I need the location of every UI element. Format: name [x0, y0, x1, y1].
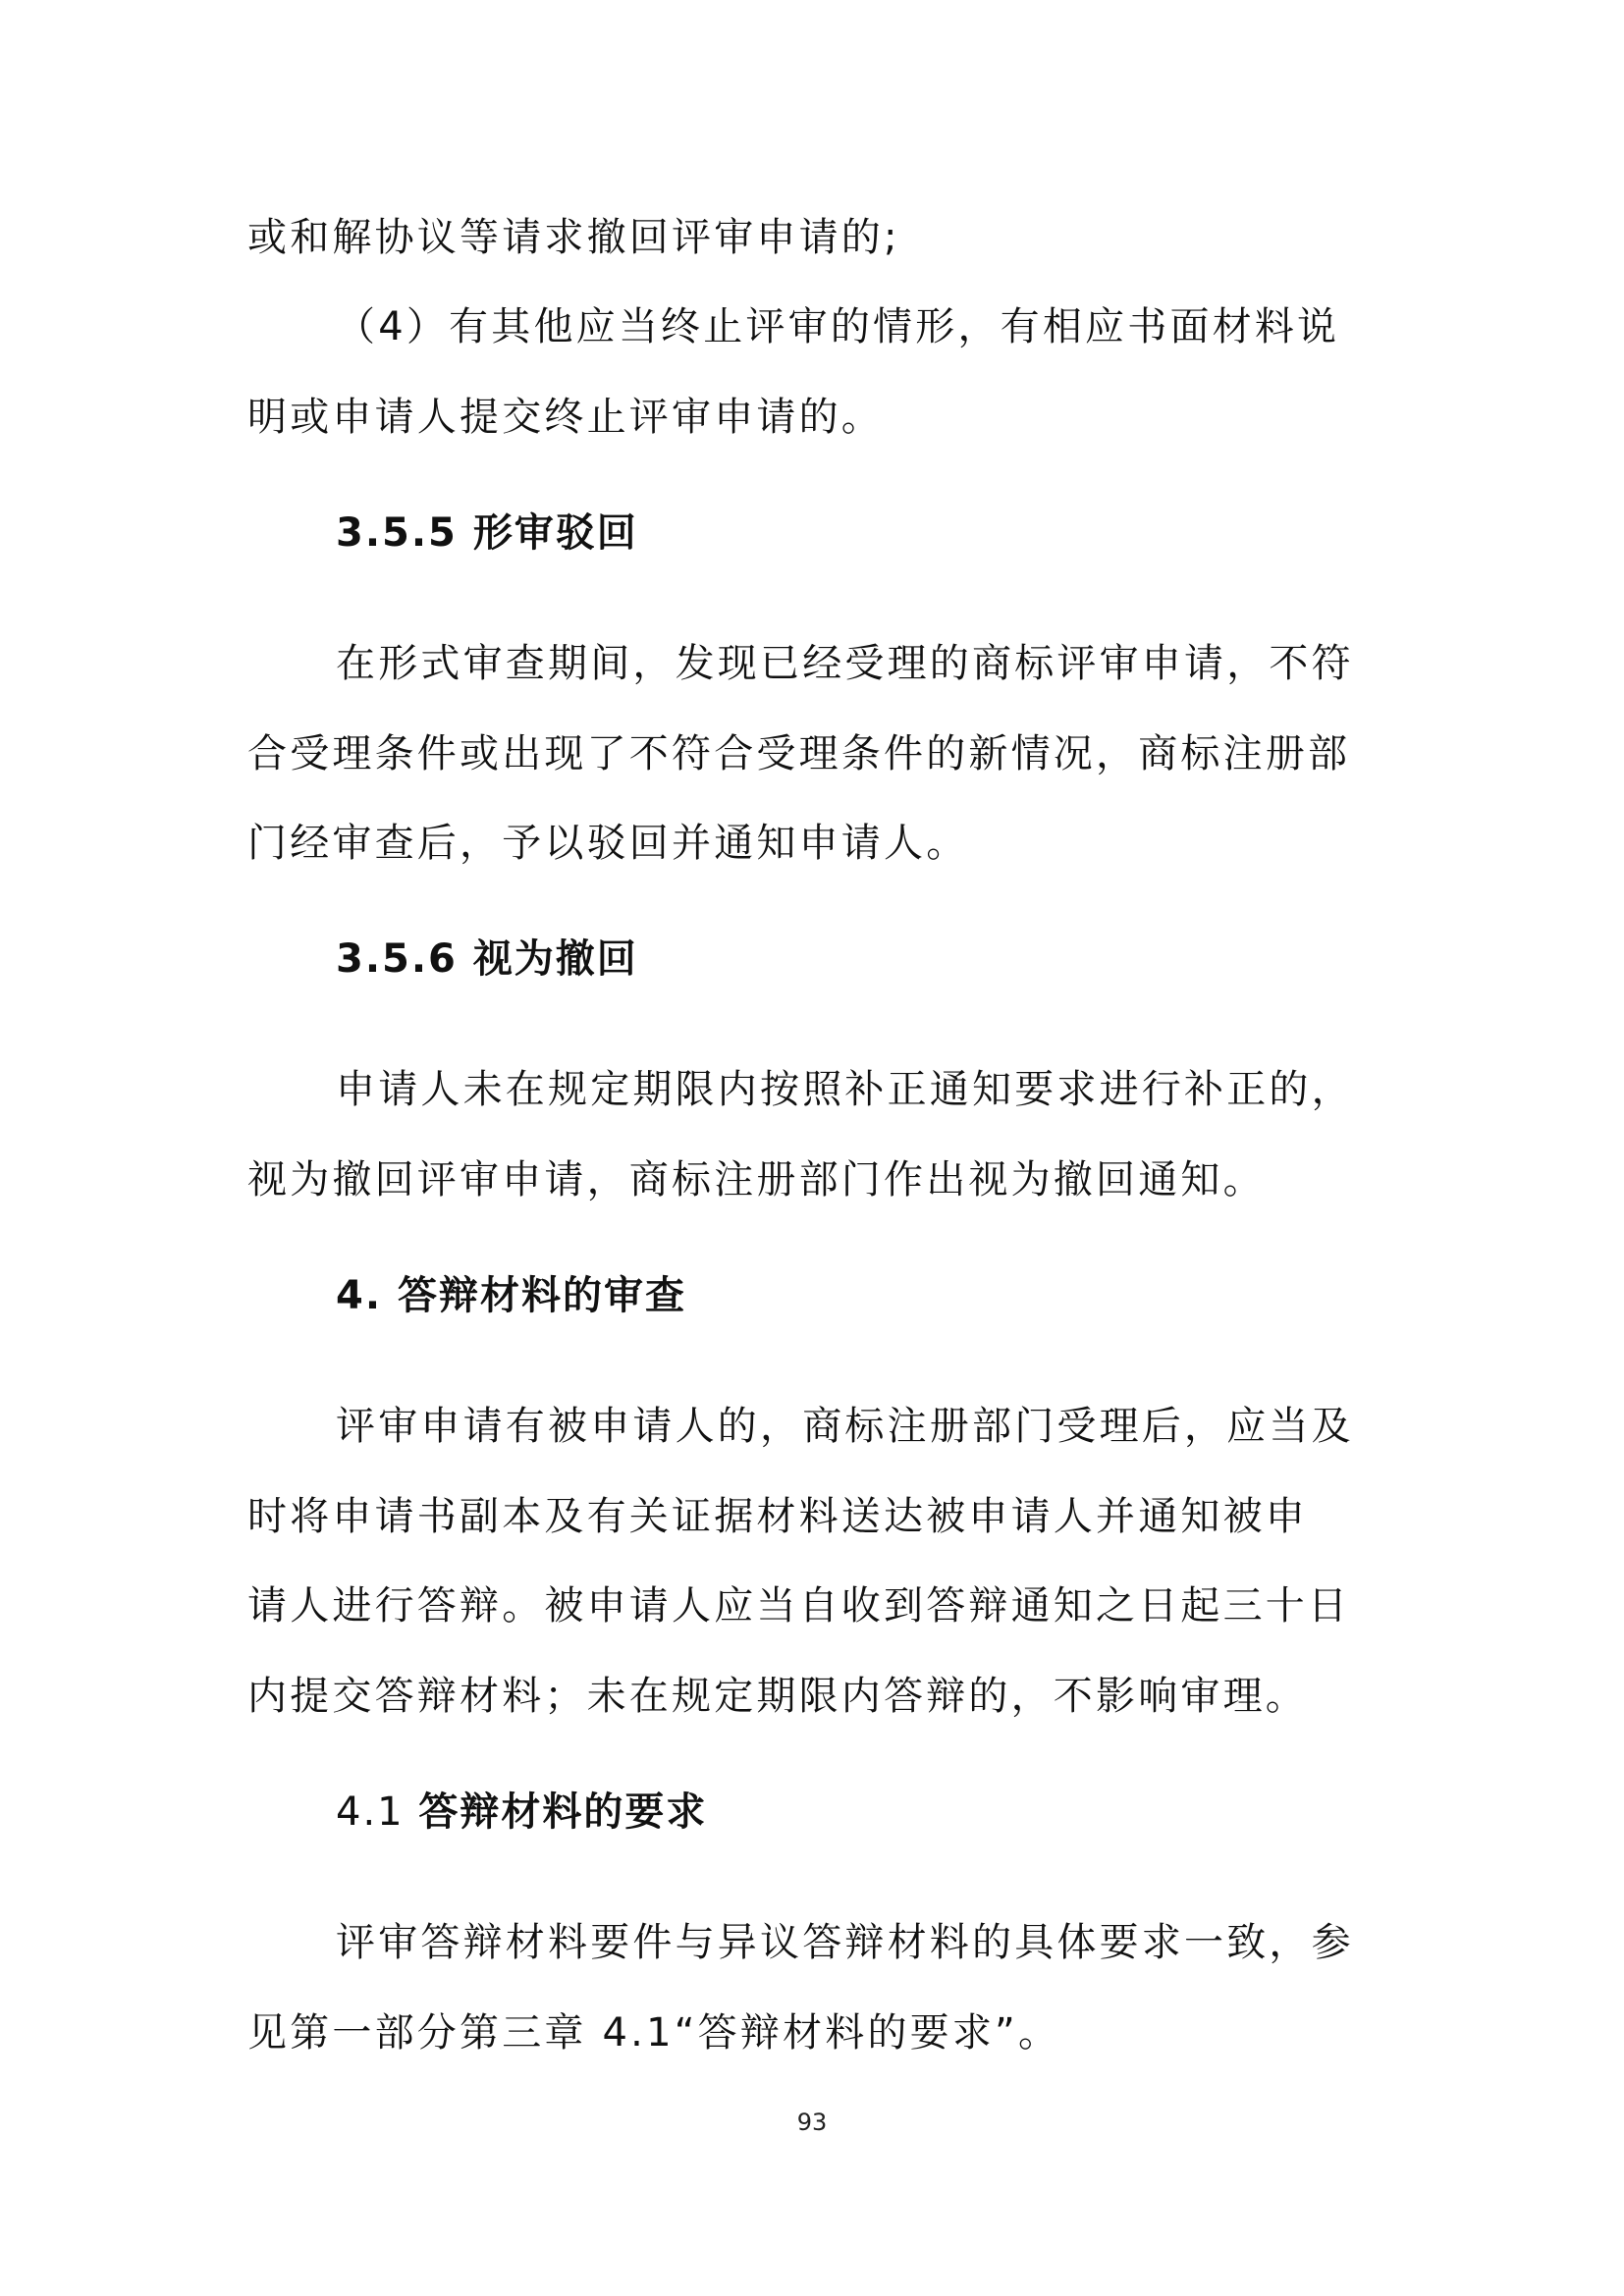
section-heading-3-5-5: 3.5.5 形审驳回: [336, 510, 638, 556]
page-number: 93: [796, 2109, 828, 2136]
body-text-line: 申请人未在规定期限内按照补正通知要求进行补正的，: [336, 1067, 1354, 1112]
section-heading-3-5-6: 3.5.6 视为撤回: [336, 936, 638, 982]
section-heading-text: 答辩材料的要求: [418, 1789, 708, 1835]
body-text-line: 请人进行答辩。被申请人应当自收到答辩通知之日起三十日: [247, 1583, 1351, 1629]
body-text-line: 在形式审查期间，发现已经受理的商标评审申请，不符: [336, 641, 1354, 686]
body-text-line: 合受理条件或出现了不符合受理条件的新情况，商标注册部: [247, 731, 1351, 776]
body-text-line: 或和解协议等请求撤回评审申请的;: [247, 215, 900, 260]
body-text-line: 评审答辩材料要件与异议答辩材料的具体要求一致，参: [336, 1920, 1354, 1965]
section-heading-4-1: [336, 1785, 707, 1840]
section-heading-4: 4. 答辩材料的审查: [336, 1273, 686, 1318]
body-text-line: （4）有其他应当终止评审的情形，有相应书面材料说: [336, 304, 1340, 349]
body-text-line: 门经审查后，予以驳回并通知申请人。: [247, 821, 969, 866]
body-text-line: 视为撤回评审申请，商标注册部门作出视为撤回通知。: [247, 1157, 1266, 1202]
section-heading-number: 4.1: [336, 1789, 405, 1835]
body-text-line: 时将申请书副本及有关证据材料送达被申请人并通知被申: [247, 1494, 1308, 1539]
body-text-line: 评审申请有被申请人的，商标注册部门受理后，应当及: [336, 1404, 1354, 1449]
body-text-line: 内提交答辩材料；未在规定期限内答辩的，不影响审理。: [247, 1674, 1308, 1719]
body-text-line: 明或申请人提交终止评审申请的。: [247, 395, 884, 440]
body-text-line: 见第一部分第三章 4.1“答辩材料的要求”。: [247, 2010, 1061, 2056]
